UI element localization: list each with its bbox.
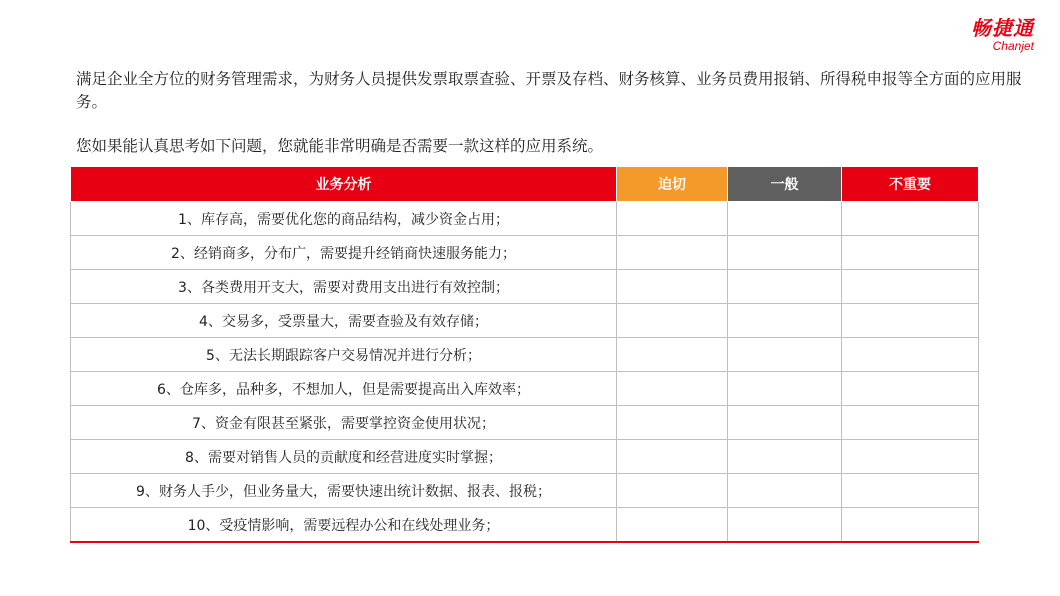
normal-cell[interactable] — [728, 406, 842, 440]
urgent-cell[interactable] — [617, 304, 728, 338]
table-row — [71, 270, 979, 304]
not-important-cell[interactable] — [842, 270, 979, 304]
table-row — [71, 508, 979, 543]
table-header-row — [71, 167, 979, 202]
normal-cell[interactable] — [728, 236, 842, 270]
not-important-cell[interactable] — [842, 474, 979, 508]
question-paragraph: 您如果能认真思考如下问题，您就能非常明确是否需要一款这样的应用系统。 — [76, 137, 604, 155]
normal-cell[interactable] — [728, 338, 842, 372]
table-row — [71, 474, 979, 508]
question-cell: 8、需要对销售人员的贡献度和经营进度实时掌握； — [71, 440, 617, 474]
not-important-cell[interactable] — [842, 440, 979, 474]
header-urgent: 迫切 — [617, 167, 728, 202]
normal-cell[interactable] — [728, 270, 842, 304]
question-cell: 6、仓库多，品种多，不想加人，但是需要提高出入库效率； — [71, 372, 617, 406]
header-not-important: 不重要 — [842, 167, 979, 202]
urgent-cell[interactable] — [617, 338, 728, 372]
question-cell: 5、无法长期跟踪客户交易情况并进行分析； — [71, 338, 617, 372]
not-important-cell[interactable] — [842, 338, 979, 372]
urgent-cell[interactable] — [617, 202, 728, 236]
question-cell: 10、受疫情影响，需要远程办公和在线处理业务； — [71, 508, 617, 543]
logo-english-text: Chanjet — [992, 39, 1034, 53]
header-normal: 一般 — [728, 167, 842, 202]
table-row — [71, 338, 979, 372]
not-important-cell[interactable] — [842, 236, 979, 270]
not-important-cell[interactable] — [842, 202, 979, 236]
business-analysis-table — [70, 166, 979, 543]
normal-cell[interactable] — [728, 474, 842, 508]
normal-cell[interactable] — [728, 202, 842, 236]
question-cell: 9、财务人手少，但业务量大，需要快速出统计数据、报表、报税； — [71, 474, 617, 508]
not-important-cell[interactable] — [842, 304, 979, 338]
table-row — [71, 304, 979, 338]
not-important-cell[interactable] — [842, 406, 979, 440]
urgent-cell[interactable] — [617, 270, 728, 304]
urgent-cell[interactable] — [617, 236, 728, 270]
question-cell: 3、各类费用开支大，需要对费用支出进行有效控制； — [71, 270, 617, 304]
not-important-cell[interactable] — [842, 372, 979, 406]
urgent-cell[interactable] — [617, 474, 728, 508]
urgent-cell[interactable] — [617, 406, 728, 440]
question-cell: 4、交易多，受票量大，需要查验及有效存储； — [71, 304, 617, 338]
not-important-cell[interactable] — [842, 508, 979, 543]
chanjet-logo — [971, 18, 1034, 52]
normal-cell[interactable] — [728, 304, 842, 338]
normal-cell[interactable] — [728, 508, 842, 543]
urgent-cell[interactable] — [617, 372, 728, 406]
table-row — [71, 440, 979, 474]
table-row — [71, 236, 979, 270]
table-row — [71, 406, 979, 440]
urgent-cell[interactable] — [617, 440, 728, 474]
question-cell: 1、库存高，需要优化您的商品结构，减少资金占用； — [71, 202, 617, 236]
intro-paragraph: 满足企业全方位的财务管理需求，为财务人员提供发票取票查验、开票及存档、财务核算、业务员费用报销、所得税申报等全方面的应用服务。 — [76, 70, 1022, 111]
question-cell: 2、经销商多，分布广，需要提升经销商快速服务能力； — [71, 236, 617, 270]
question-cell: 7、资金有限甚至紧张，需要掌控资金使用状况； — [71, 406, 617, 440]
urgent-cell[interactable] — [617, 508, 728, 543]
table-row — [71, 202, 979, 236]
logo-chinese-text: 畅捷通 — [971, 16, 1034, 40]
table-row — [71, 372, 979, 406]
header-business-analysis: 业务分析 — [71, 167, 617, 202]
normal-cell[interactable] — [728, 440, 842, 474]
normal-cell[interactable] — [728, 372, 842, 406]
